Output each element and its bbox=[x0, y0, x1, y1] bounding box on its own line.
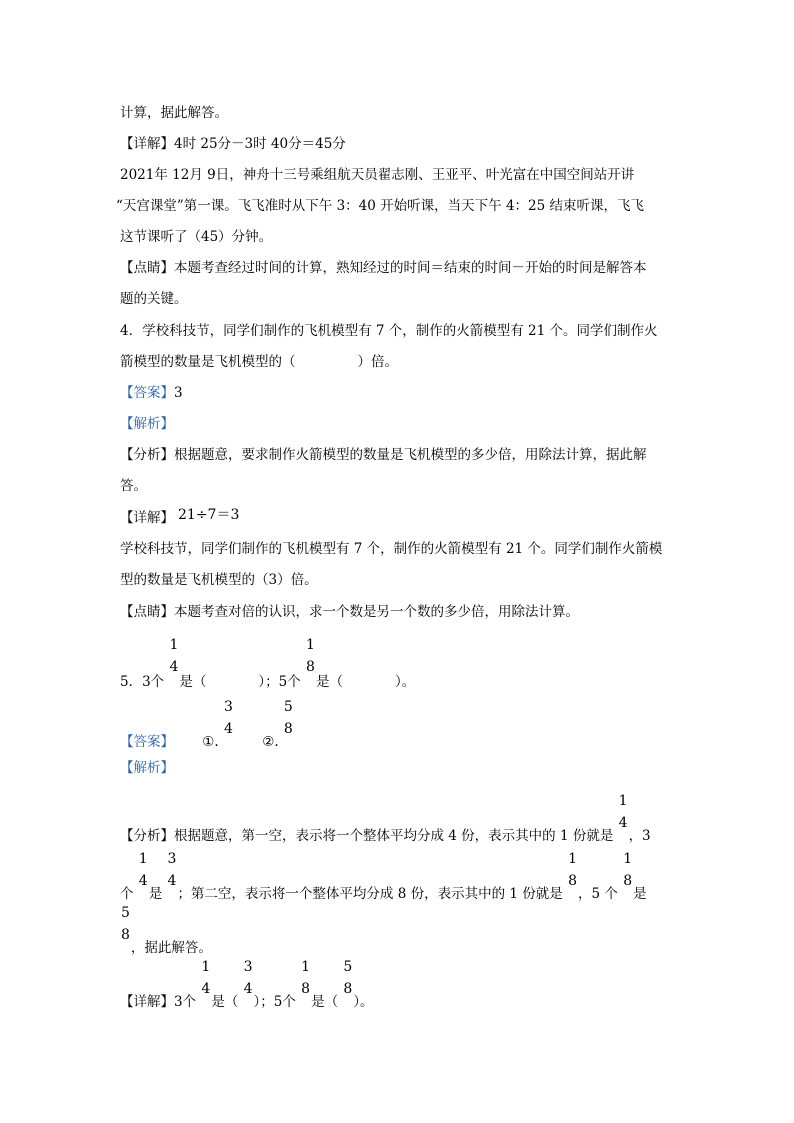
fraction-one-eighth bbox=[306, 638, 315, 674]
answer-line bbox=[120, 699, 294, 750]
remark-tag: 【点睛】 bbox=[120, 604, 174, 620]
detail-text: ）；5个 bbox=[253, 993, 296, 1010]
paragraph: 题的关键。 bbox=[120, 291, 188, 307]
detail-text: 是（ bbox=[311, 993, 339, 1010]
detail-tag: 【详解】 bbox=[120, 136, 174, 152]
analysis-text: ，5 个 bbox=[578, 885, 618, 902]
fraction-five-eighths bbox=[343, 960, 352, 996]
numerator: 1 bbox=[306, 637, 315, 653]
detail-text: 4时 25分－3时 40分＝45分 bbox=[174, 136, 346, 152]
question-text: 箭模型的数量是飞机模型的（ bbox=[120, 354, 296, 370]
fraction-three-quarters bbox=[168, 852, 177, 888]
numerator: 1 bbox=[568, 851, 577, 867]
denominator: 4 bbox=[224, 721, 233, 737]
paragraph: 2021年 12月 9日，神舟十三号乘组航天员翟志刚、王亚平、叶光富在中国空间站开讲 bbox=[120, 167, 635, 183]
detail-line bbox=[120, 135, 346, 153]
question-text: 5．3个 bbox=[120, 673, 165, 690]
denominator: 4 bbox=[243, 981, 253, 997]
denominator: 8 bbox=[283, 721, 293, 737]
analysis-heading: 【解析】 bbox=[120, 760, 174, 776]
fraction-one-eighth bbox=[568, 852, 577, 888]
answer-value: 3 bbox=[174, 385, 183, 401]
denominator: 8 bbox=[343, 981, 353, 997]
question-text: 是（ bbox=[315, 673, 343, 690]
analysis-line bbox=[120, 793, 651, 844]
question-text: ）；5个 bbox=[258, 673, 301, 690]
paragraph: 型的数量是飞机模型的（3）倍。 bbox=[120, 572, 318, 588]
fraction-three-quarters bbox=[224, 700, 233, 736]
question-4-cont bbox=[120, 353, 398, 371]
analysis-heading: 【解析】 bbox=[120, 416, 174, 432]
fraction-five-eighths bbox=[121, 906, 130, 942]
denominator: 4 bbox=[138, 873, 148, 889]
numerator: 3 bbox=[167, 851, 177, 867]
detail-text: 3个 bbox=[174, 993, 197, 1010]
denominator: 8 bbox=[301, 981, 311, 997]
answer-line bbox=[120, 384, 183, 402]
answer-tag: 【答案】 bbox=[120, 733, 174, 750]
question-text: 是（ bbox=[179, 673, 207, 690]
fraction-one-eighth bbox=[301, 960, 310, 996]
fraction-one-quarter bbox=[201, 960, 210, 996]
numerator: 1 bbox=[169, 637, 179, 653]
detail-line bbox=[120, 509, 239, 527]
numerator: 3 bbox=[243, 959, 253, 975]
denominator: 4 bbox=[169, 659, 179, 675]
question-text: ）倍。 bbox=[357, 354, 398, 370]
denominator: 4 bbox=[201, 981, 211, 997]
denominator: 4 bbox=[618, 815, 628, 831]
analysis-line bbox=[120, 905, 212, 956]
numerator: 3 bbox=[224, 699, 233, 715]
analysis-tag: 【分析】 bbox=[120, 447, 174, 463]
fraction-one-eighth bbox=[623, 852, 632, 888]
remark-line bbox=[120, 603, 579, 621]
numerator: 1 bbox=[301, 959, 311, 975]
analysis-text: ；第二空，表示将一个整体平均分成 8 份，表示其中的 1 份就是 bbox=[177, 885, 563, 902]
denominator: 8 bbox=[121, 927, 130, 943]
remark-text: 本题考查经过时间的计算，熟知经过的时间＝结束的时间－开始的时间是解答本 bbox=[174, 260, 647, 276]
fraction-one-quarter bbox=[139, 852, 148, 888]
fraction-three-quarters bbox=[244, 960, 253, 996]
fraction-five-eighths bbox=[284, 700, 293, 736]
denominator: 8 bbox=[306, 659, 315, 675]
fraction-one-quarter bbox=[169, 638, 178, 674]
formula: 21÷7＝3 bbox=[178, 507, 240, 523]
analysis-text: 个 bbox=[120, 885, 134, 902]
numerator: 1 bbox=[138, 851, 148, 867]
analysis-text: 是 bbox=[148, 885, 163, 902]
numerator: 1 bbox=[618, 793, 628, 809]
numerator: 5 bbox=[343, 959, 353, 975]
analysis-line bbox=[120, 851, 647, 902]
numerator: 5 bbox=[283, 699, 293, 715]
analysis-text: ，据此解答。 bbox=[130, 939, 212, 956]
analysis-text: 根据题意，第一空，表示将一个整体平均分成 4 份，表示其中的 1 份就是 bbox=[174, 827, 614, 844]
detail-line bbox=[120, 959, 374, 1010]
answer-marker: ②. bbox=[262, 733, 279, 750]
denominator: 8 bbox=[623, 873, 633, 889]
answer-tag: 【答案】 bbox=[120, 385, 174, 401]
analysis-text: 是 bbox=[633, 885, 647, 902]
denominator: 4 bbox=[167, 873, 177, 889]
detail-text: 是（ bbox=[211, 993, 239, 1010]
numerator: 5 bbox=[121, 905, 130, 921]
paragraph: 计算，据此解答。 bbox=[120, 105, 228, 121]
numerator: 1 bbox=[623, 851, 633, 867]
paragraph: 学校科技节，同学们制作的飞机模型有 7 个，制作的火箭模型有 21 个。同学们制作火箭模 bbox=[120, 541, 663, 557]
analysis-text: ，3 bbox=[628, 827, 651, 844]
paragraph: 这节课听了（45）分钟。 bbox=[120, 229, 273, 245]
question-5 bbox=[120, 637, 416, 690]
paragraph: 答。 bbox=[120, 478, 147, 494]
analysis-line bbox=[120, 446, 647, 464]
remark-line bbox=[120, 259, 647, 277]
analysis-text: 根据题意，要求制作火箭模型的数量是飞机模型的多少倍，用除法计算，据此解 bbox=[174, 447, 647, 463]
detail-tag: 【详解】 bbox=[120, 510, 174, 526]
fraction-one-quarter bbox=[619, 794, 628, 830]
question-text: ）。 bbox=[394, 673, 416, 690]
numerator: 1 bbox=[201, 959, 211, 975]
question-4: 4．学校科技节，同学们制作的飞机模型有 7 个，制作的火箭模型有 21 个。同学们制作火 bbox=[120, 323, 658, 339]
paragraph: “天宫课堂”第一课。飞飞准时从下午 3：40 开始听课，当天下午 4：25 结束听课，飞飞 bbox=[116, 198, 645, 214]
detail-tag: 【详解】 bbox=[120, 993, 174, 1010]
remark-tag: 【点睛】 bbox=[120, 260, 174, 276]
denominator: 8 bbox=[568, 873, 577, 889]
answer-marker: ①. bbox=[202, 733, 219, 750]
detail-text: ）。 bbox=[353, 993, 374, 1010]
remark-text: 本题考查对倍的认识，求一个数是另一个数的多少倍，用除法计算。 bbox=[174, 604, 579, 620]
analysis-tag: 【分析】 bbox=[120, 827, 174, 844]
